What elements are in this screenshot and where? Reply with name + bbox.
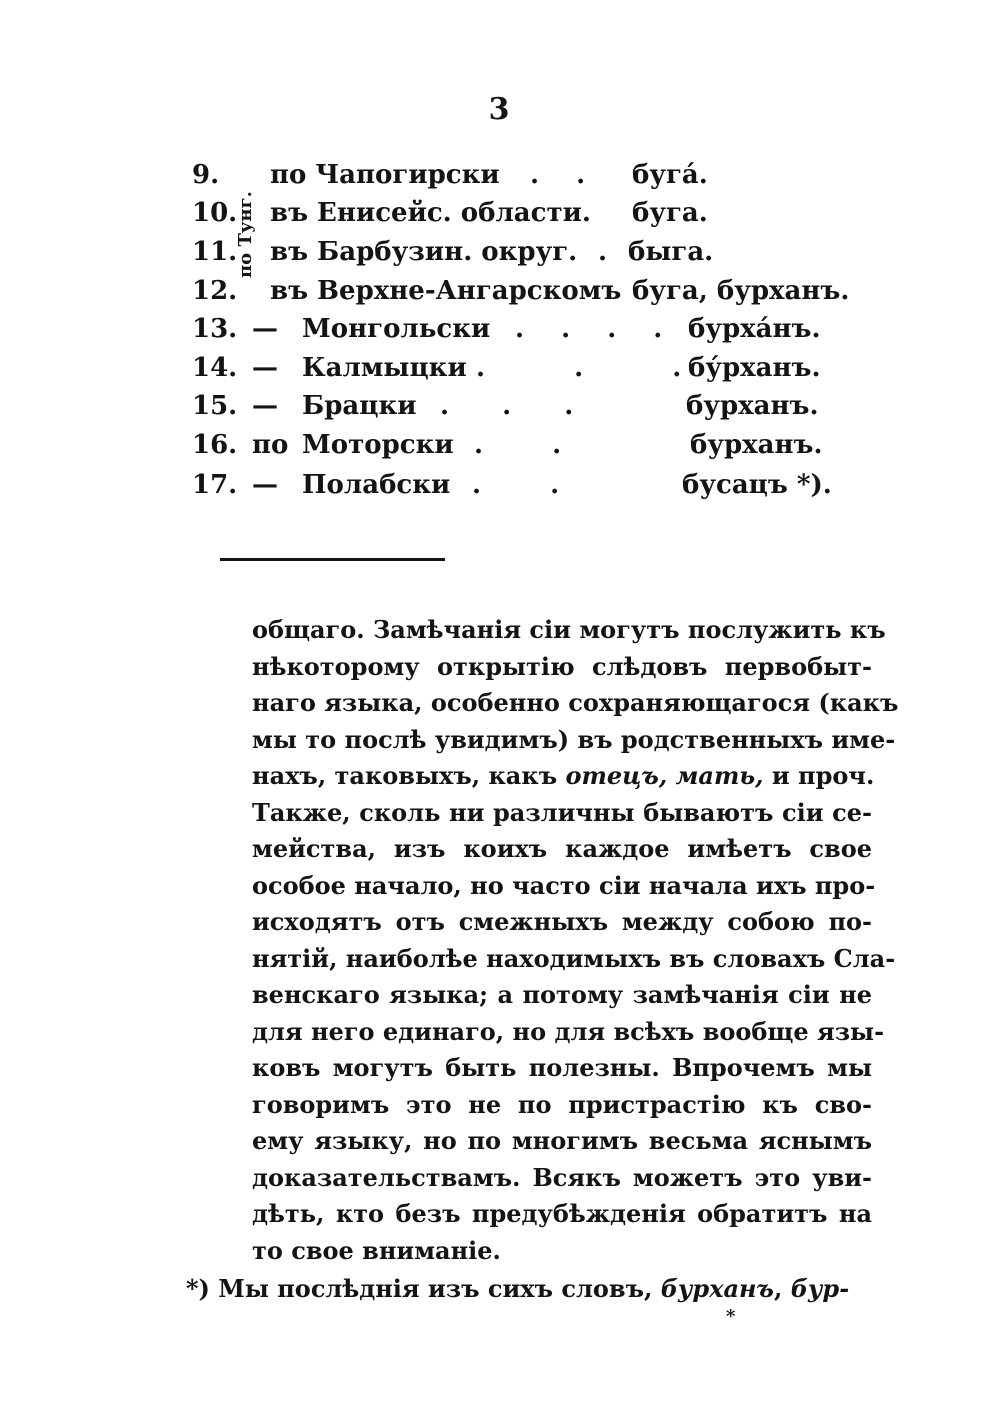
language-name: въ Верхне-Ангарскомъ [270, 276, 622, 306]
list-item [0, 314, 1000, 352]
text-line: исходятъ отъ смежныхъ между собою по- [252, 907, 872, 936]
dot-leader: . . [474, 430, 592, 460]
dot-leader: . . . [440, 391, 596, 421]
item-number: 10. [192, 198, 238, 228]
list-item [0, 198, 1000, 236]
item-number: 12. [192, 276, 238, 306]
text-line: Также, сколь ни различны бываютъ сіи се- [252, 797, 872, 827]
word-form: буга. [632, 198, 708, 228]
language-name: Брацки [302, 391, 417, 421]
item-number: 11. [192, 237, 238, 267]
language-name: въ Барбузин. округ. [270, 237, 578, 267]
word-form: буга, бурханъ. [632, 276, 850, 306]
list-item [0, 391, 1000, 429]
text-line: венскаго языка; а потому замѣчанія сіи не [252, 980, 872, 1009]
word-form: бурха́нъ. [688, 314, 821, 344]
footnote [186, 1272, 876, 1306]
footnote-italic-word: бурханъ [660, 1274, 774, 1303]
language-name: Полабски [302, 470, 451, 500]
list-item [0, 470, 1000, 508]
text-line: особое начало, но часто сіи начала ихъ про- [252, 870, 876, 900]
text-line: мы то послѣ увидимъ) въ родственныхъ име- [252, 724, 896, 754]
item-number: 16. [192, 430, 238, 460]
ditto-dash: — [252, 470, 278, 500]
language-name: Калмыцки [302, 353, 467, 383]
text-line: нѣкоторому открытію слѣдовъ первобыт- [252, 651, 872, 681]
text-line: наго языка, особенно сохраняющагося (какъ [252, 688, 899, 717]
dot-leader: . . [472, 470, 590, 500]
text-line: общаго. Замѣчанія сіи могутъ послужить къ [252, 615, 886, 644]
list-item [0, 276, 1000, 314]
word-form: быга. [628, 237, 714, 267]
italic-example-words: отецъ, мать, [565, 761, 764, 790]
item-number: 13. [192, 314, 238, 344]
page-number: 3 [488, 92, 512, 127]
word-form: бурханъ. [686, 391, 819, 421]
catchword-mark: * [726, 1306, 736, 1327]
word-comparison-list [0, 0, 1000, 540]
list-item [0, 160, 1000, 198]
item-number: 9. [192, 160, 220, 190]
list-item [0, 353, 1000, 391]
dot-leader: . . . [476, 353, 722, 383]
item-number: 17. [192, 470, 238, 500]
text-line: нятій, наиболѣе находимыхъ въ словахъ Сла- [252, 943, 896, 973]
text-line: мейства, изъ коихъ каждое имѣетъ свое [252, 834, 872, 863]
language-name: Монгольски [302, 314, 491, 344]
list-item [0, 430, 1000, 468]
footnote-italic-word: бур- [790, 1274, 850, 1303]
language-name: въ Енисейс. области. [270, 198, 591, 228]
dot-leader: . [598, 237, 622, 267]
text-line: дѣть, кто безъ предубѣжденія обратитъ на [252, 1199, 872, 1228]
dot-leader: . . [530, 160, 600, 190]
text-line: доказательствамъ. Всякъ можетъ это уви- [252, 1162, 872, 1192]
ditto-dash: — [252, 314, 278, 344]
word-form: бу́рханъ. [688, 353, 821, 383]
text-segment: и проч. [771, 761, 875, 790]
word-form: бурханъ. [690, 430, 823, 460]
text-line: ему языку, но по многимъ весьма яснымъ [252, 1126, 872, 1155]
body-paragraph [252, 612, 899, 1269]
word-form: бусацъ *). [682, 470, 832, 500]
item-number: 14. [192, 353, 238, 383]
dot-leader: . . . . [515, 314, 677, 344]
ditto-dash: — [252, 391, 278, 421]
item-number: 15. [192, 391, 238, 421]
prefix-po: по [252, 430, 289, 460]
language-name: Моторски [302, 430, 454, 460]
text-line [252, 758, 875, 795]
text-line: то свое вниманіе. [252, 1235, 501, 1265]
section-divider [220, 558, 445, 561]
word-form: буга́. [632, 160, 708, 190]
footnote-text: *) Мы послѣднія изъ сихъ словъ, [186, 1274, 653, 1303]
vertical-group-label: по Тунг. [235, 191, 256, 278]
footnote-separator: , [774, 1274, 783, 1303]
text-segment: нахъ, таковыхъ, какъ [252, 761, 558, 790]
list-item [0, 237, 1000, 275]
ditto-dash: — [252, 353, 278, 383]
language-name: по Чапогирски [270, 160, 500, 190]
text-line: говоримъ это не по пристрастію къ сво- [252, 1089, 872, 1119]
text-line: ковъ могутъ быть полезны. Впрочемъ мы [252, 1053, 872, 1082]
text-line: для него единаго, но для всѣхъ вообще язы- [252, 1016, 885, 1046]
